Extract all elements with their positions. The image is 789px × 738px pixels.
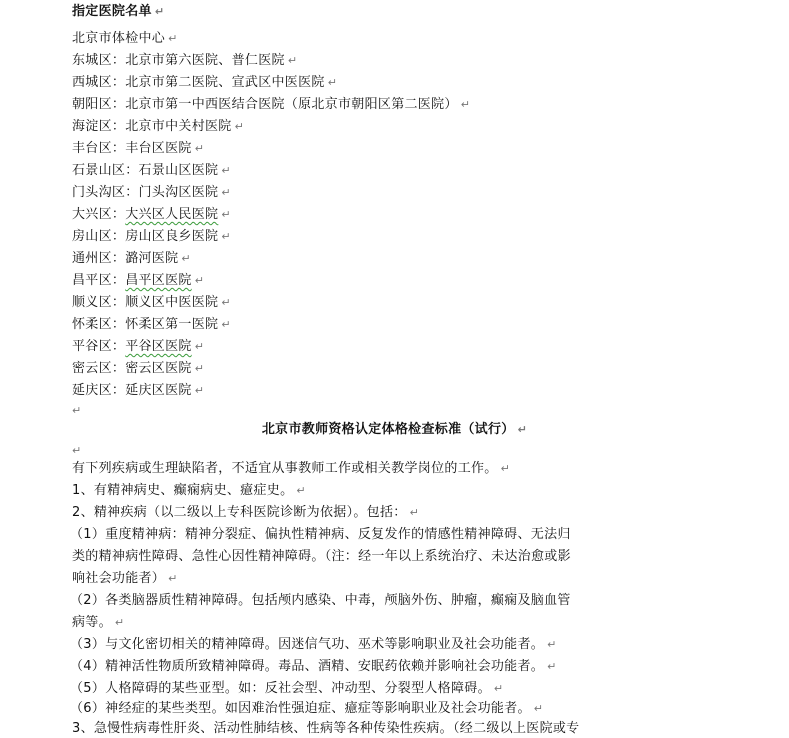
standard-sub-2-line-2: 病等。 ↵ [72,615,125,630]
standard-title: 北京市教师资格认定体格检查标准（试行） ↵ [261,422,528,437]
paragraph-mark-glyph: ↵ [168,572,178,585]
paragraph-mark-glyph: ↵ [72,404,82,417]
paragraph-mark-glyph: ↵ [287,54,298,67]
paragraph-mark [72,443,82,459]
hospital-list-item: 密云区：密云区医院 ↵ [72,361,205,376]
standard-sub-6: （6）神经症的某些类型。如因难治性强迫症、癔症等影响职业及社会功能者。 ↵ [70,701,544,716]
standard-sub-4: （4）精神活性物质所致精神障碍。毒品、酒精、安眠药依赖并影响社会功能者。 ↵ [70,659,557,674]
hospital-list-item: 石景山区：石景山区医院 ↵ [72,163,231,178]
paragraph-mark-glyph: ↵ [296,484,306,497]
hospital-list-item: 房山区：房山区良乡医院 ↵ [72,229,231,244]
paragraph-mark-glyph: ↵ [517,423,528,436]
hospital-list-item: 顺义区：顺义区中医医院 ↵ [72,295,231,310]
paragraph-mark-glyph: ↵ [547,660,557,673]
hospital-list-item: 门头沟区：门头沟区医院 ↵ [72,185,231,200]
paragraph-mark-glyph: ↵ [72,444,82,457]
hospital-list-item: 大兴区：大兴区人民医院 ↵ [72,207,231,222]
standard-sub-1-line-3: 响社会功能者） ↵ [72,571,178,586]
hospital-list-item: 延庆区：延庆区医院 ↵ [72,383,205,398]
paragraph-mark [72,403,82,419]
standard-sub-5: （5）人格障碍的某些亚型。如：反社会型、冲动型、分裂型人格障碍。 ↵ [70,681,504,696]
paragraph-mark-glyph: ↵ [533,702,544,715]
paragraph-mark-glyph: ↵ [194,384,205,397]
hospital-list-item: 通州区：潞河医院 ↵ [72,251,191,266]
paragraph-mark-glyph: ↵ [194,362,205,375]
paragraph-mark-glyph: ↵ [154,5,165,18]
standard-sub-1-line-1: （1）重度精神病：精神分裂症、偏执性精神病、反复发作的情感性精神障碍、无法归 [70,527,571,542]
paragraph-mark-glyph: ↵ [194,142,205,155]
hospital-list-item: 平谷区：平谷区医院 ↵ [72,339,205,354]
paragraph-mark-glyph: ↵ [409,506,420,519]
paragraph-mark-glyph: ↵ [221,230,231,243]
paragraph-mark-glyph: ↵ [168,32,178,45]
paragraph-mark-glyph: ↵ [460,98,471,111]
paragraph-mark-glyph: ↵ [221,318,231,331]
paragraph-mark-glyph: ↵ [327,76,338,89]
standard-item-2: 2、精神疾病（以二级以上专科医院诊断为依据）。包括： ↵ [72,505,420,520]
standard-item-1: 1、有精神病史、癫痫病史、癔症史。 ↵ [72,483,306,498]
paragraph-mark-glyph: ↵ [221,164,231,177]
paragraph-mark-glyph: ↵ [221,296,231,309]
paragraph-mark-glyph: ↵ [114,616,125,629]
hospital-list-item: 东城区：北京市第六医院、普仁医院 ↵ [72,53,298,68]
paragraph-mark-glyph: ↵ [500,462,511,475]
hospital-list-item: 海淀区：北京市中关村医院 ↵ [72,119,245,134]
hospital-list-item: 西城区：北京市第二医院、宣武区中医医院 ↵ [72,75,338,90]
standard-sub-1-line-2: 类的精神病性障碍、急性心因性精神障碍。（注：经一年以上系统治疗、未达治愈或影 [72,549,571,564]
paragraph-mark-glyph: ↵ [221,186,231,199]
standard-item-3: 3、急慢性病毒性肝炎、活动性肺结核、性病等各种传染性疾病。（经二级以上医院或专 [72,721,580,736]
paragraph-mark-glyph: ↵ [194,340,205,353]
paragraph-mark-glyph: ↵ [234,120,245,133]
paragraph-mark-glyph: ↵ [547,638,557,651]
hospital-list-item: 朝阳区：北京市第一中西医结合医院（原北京市朝阳区第二医院） ↵ [72,97,471,112]
hospital-list-item: 丰台区：丰台区医院 ↵ [72,141,205,156]
paragraph-mark-glyph: ↵ [493,682,504,695]
hospital-list-item: 怀柔区：怀柔区第一医院 ↵ [72,317,231,332]
paragraph-mark-glyph: ↵ [221,208,231,221]
hospital-list-title: 指定医院名单 ↵ [72,4,165,19]
standard-intro: 有下列疾病或生理缺陷者，不适宜从事教师工作或相关教学岗位的工作。 ↵ [72,461,511,476]
paragraph-mark-glyph: ↵ [181,252,191,265]
standard-sub-2-line-1: （2）各类脑器质性精神障碍。包括颅内感染、中毒，颅脑外伤、肿瘤，癫痫及脑血管 [70,593,571,608]
standard-sub-3: （3）与文化密切相关的精神障碍。因迷信气功、巫术等影响职业及社会功能者。 ↵ [70,637,557,652]
paragraph-mark-glyph: ↵ [194,274,205,287]
hospital-list-center: 北京市体检中心 ↵ [72,31,178,46]
hospital-list-item: 昌平区：昌平区医院 ↵ [72,273,205,288]
